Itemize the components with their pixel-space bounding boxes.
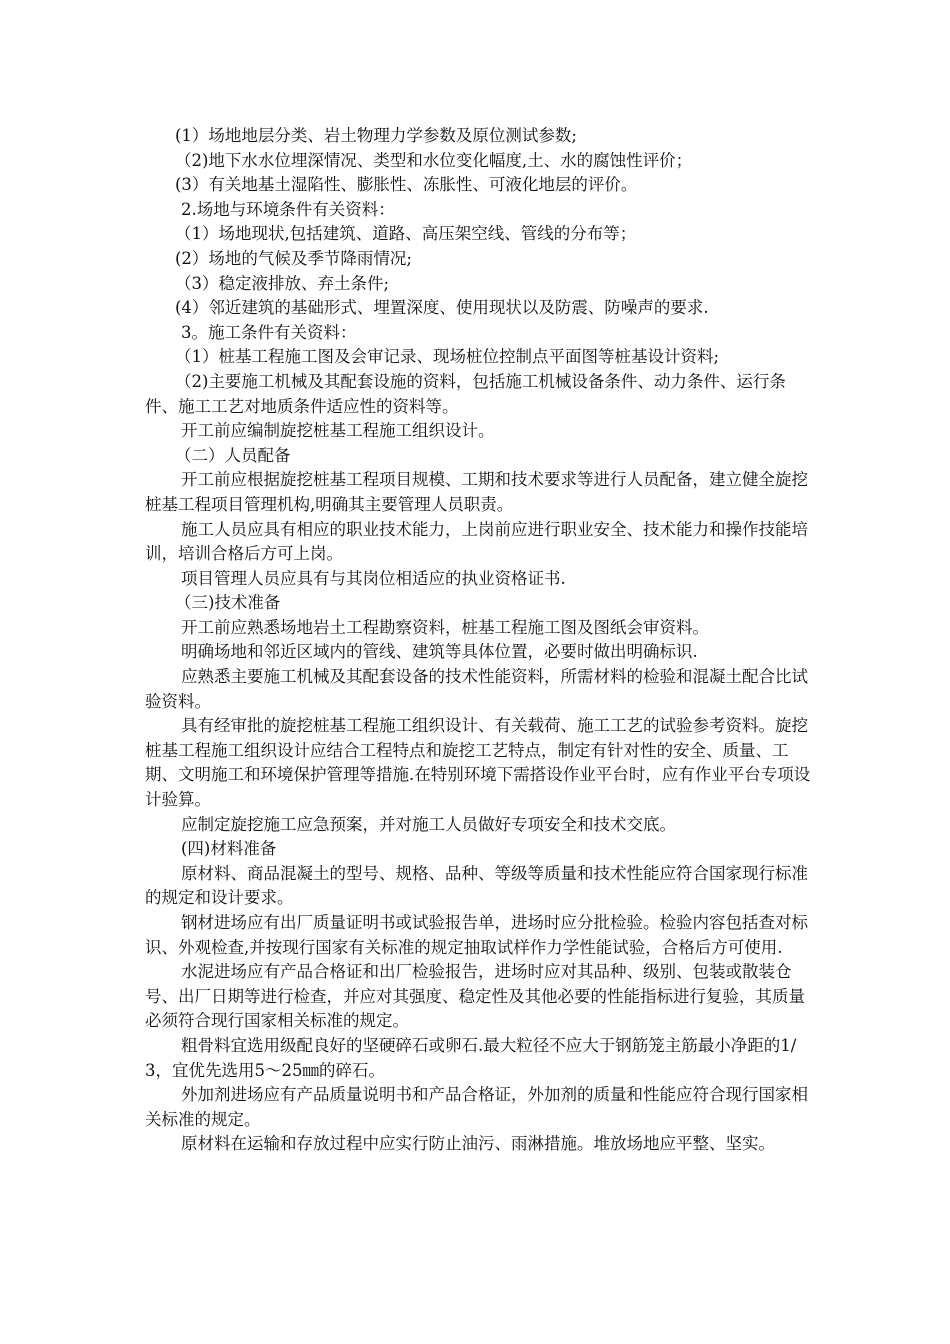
paragraph-equipment-performance: 应熟悉主要施工机械及其配套设备的技术性能资料，所需材料的检验和混凝土配合比试验资料。 <box>145 667 808 711</box>
heading-material-preparation: (四)材料准备 <box>181 839 277 859</box>
paragraph-survey-data: 开工前应熟悉场地岩土工程勘察资料，桩基工程施工图及图纸会审资料。 <box>181 617 709 637</box>
document-body <box>145 124 815 1157</box>
paragraph-slurry-discharge: （3）稳定液排放、弃土条件; <box>175 273 390 293</box>
paragraph-foundation-soil: (3）有关地基土湿陷性、膨胀性、冻胀性、可液化地层的评价。 <box>175 175 638 195</box>
heading-construction-conditions: 3。施工条件有关资料： <box>181 322 357 342</box>
paragraph-organization-design: 开工前应编制旋挖桩基工程施工组织设计。 <box>181 421 495 441</box>
paragraph-approved-design: 具有经审批的旋挖桩基工程施工组织设计、有关载荷、施工工艺的试验参考资料。旋挖桩基工程施工组织设计应结合工程特点和旋挖工艺特点，制定有针对性的安全、质量、工期、文明施工和环境保护管理等措施.在特别环境下需搭设作业平台时，应有作业平台专项设计验算。 <box>145 716 811 810</box>
paragraph-groundwater: （2)地下水水位埋深情况、类型和水位变化幅度,土、水的腐蚀性评价； <box>175 150 693 170</box>
paragraph-pile-drawings: （1）桩基工程施工图及会审记录、现场桩位控制点平面图等桩基设计资料; <box>175 347 720 367</box>
paragraph-staff-training: 施工人员应具有相应的职业技术能力，上岗前应进行职业安全、技术能力和操作技能培训，培训合格后方可上岗。 <box>145 519 808 564</box>
paragraph-site-status: （1）场地现状,包括建筑、道路、高压架空线、管线的分布等； <box>175 224 637 244</box>
heading-site-environment: 2.场地与环境条件有关资料： <box>181 199 395 219</box>
paragraph-site-strata: (1）场地地层分类、岩土物理力学参数及原位测试参数; <box>175 126 577 145</box>
paragraph-steel: 钢材进场应有出厂质量证明书或试验报告单，进场时应分批检验。检验内容包括查对标识、外观检查,并按现行国家有关标准的规定抽取试样作力学性能试验，合格后方可使用. <box>145 913 808 957</box>
paragraph-admixture: 外加剂进场应有产品质量说明书和产品合格证，外加剂的质量和性能应符合现行国家相关标准的规定。 <box>145 1085 808 1129</box>
paragraph-qualification: 项目管理人员应具有与其岗位相适应的执业资格证书. <box>181 568 566 588</box>
heading-staffing: （二）人员配备 <box>175 445 291 465</box>
paragraph-emergency-plan: 应制定旋挖施工应急预案，并对施工人员做好专项安全和技术交底。 <box>181 814 676 834</box>
paragraph-cement: 水泥进场应有产品合格证和出厂检验报告，进场时应对其品种、级别、包装或散装仓号、出厂日期等进行检查，并应对其强度、稳定性及其他必要的性能指标进行复验，其质量必须符合现行国家相关标准的规定。 <box>145 962 805 1031</box>
paragraph-pipelines: 明确场地和邻近区域内的管线、建筑等具体位置，必要时做出明确标识. <box>181 642 698 662</box>
paragraph-machinery: （2)主要施工机械及其配套设施的资料，包括施工机械设备条件、动力条件、运行条件、施工工艺对地质条件适应性的资料等。 <box>145 371 786 416</box>
paragraph-storage: 原材料在运输和存放过程中应实行防止油污、雨淋措施。堆放场地应平整、坚实。 <box>181 1134 775 1154</box>
paragraph-raw-materials: 原材料、商品混凝土的型号、规格、品种、等级等质量和技术性能应符合国家现行标准的规定和设计要求。 <box>145 863 808 908</box>
paragraph-adjacent-buildings: (4）邻近建筑的基础形式、埋置深度、使用现状以及防震、防噪声的要求. <box>175 298 709 318</box>
heading-technical-preparation: （三)技术准备 <box>175 593 281 613</box>
paragraph-climate: (2）场地的气候及季节降雨情况; <box>175 248 412 268</box>
paragraph-coarse-aggregate: 粗骨料宜选用级配良好的坚硬碎石或卵石.最大粒径不应大于钢筋笼主筋最小净距的1/3，宜优先选用5～25㎜的碎石。 <box>145 1035 797 1080</box>
paragraph-staffing-setup: 开工前应根据旋挖桩基工程项目规模、工期和技术要求等进行人员配备，建立健全旋挖桩基工程项目管理机构,明确其主要管理人员职责。 <box>145 470 808 514</box>
